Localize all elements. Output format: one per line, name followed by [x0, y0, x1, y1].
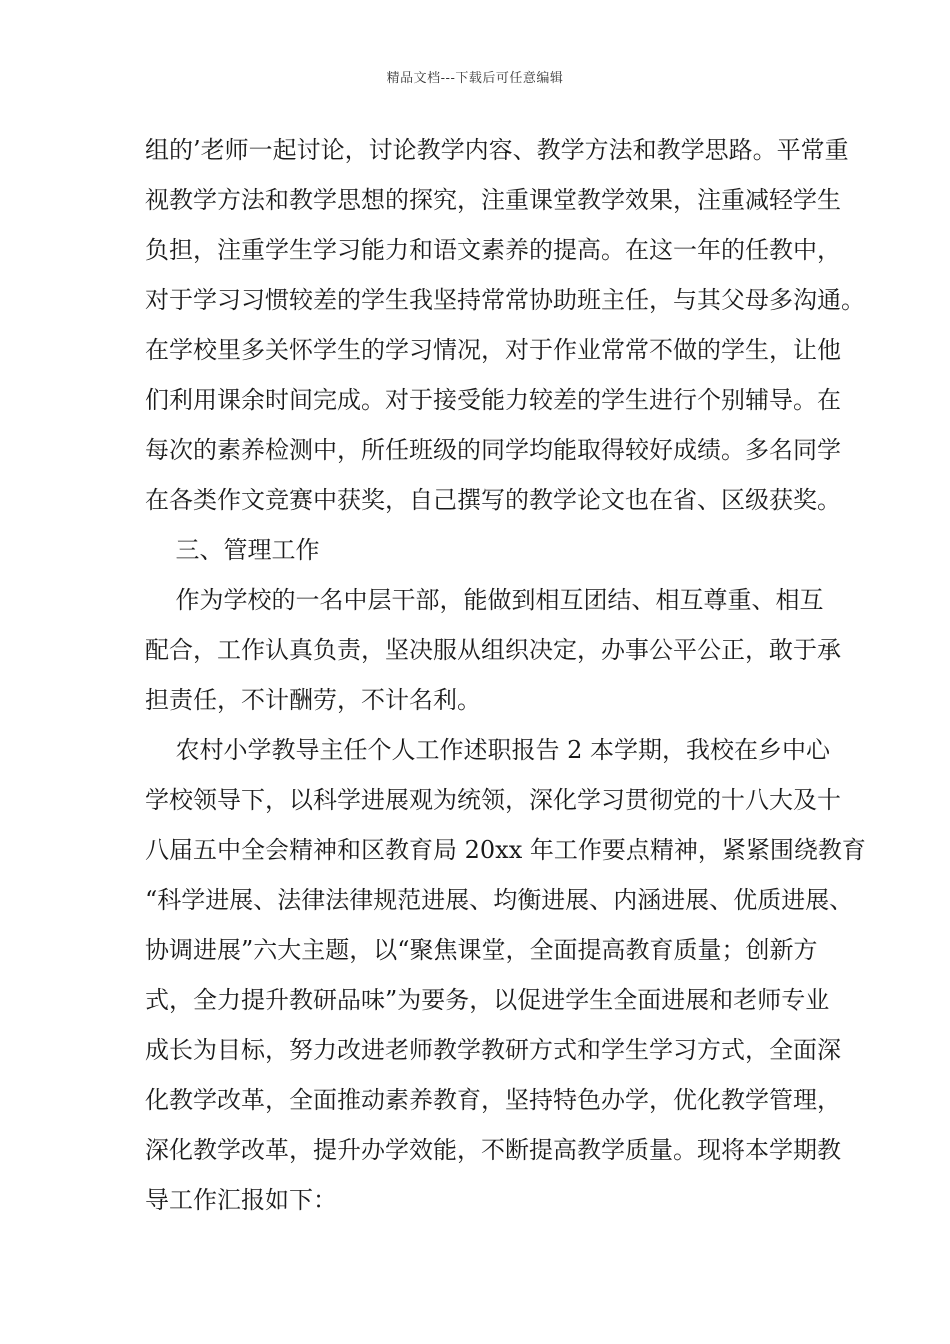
page-header: 精品文档---下载后可任意编辑: [386, 71, 564, 86]
text-line: 对于学习习惯较差的学生我坚持常常协助班主任，与其父母多沟通。: [145, 286, 865, 314]
section-heading: 三、管理工作: [145, 536, 320, 564]
text-line: 组的’老师一起讨论，讨论教学内容、教学方法和教学思路。平常重: [145, 136, 849, 164]
text-line: 学校领导下，以科学进展观为统领，深化学习贯彻党的十八大及十: [145, 786, 841, 814]
text-line: 作为学校的一名中层干部，能做到相互团结、相互尊重、相互: [145, 586, 824, 614]
text-line: 农村小学教导主任个人工作述职报告 2 本学期，我校在乡中心: [145, 736, 831, 764]
text-line: 协调进展”六大主题，以“聚焦课堂，全面提高教育质量；创新方: [145, 936, 818, 964]
text-line: 在学校里多关怀学生的学习情况，对于作业常常不做的学生，让他: [145, 336, 841, 364]
text-line: 配合，工作认真负责，坚决服从组织决定，办事公平公正，敢于承: [145, 636, 841, 664]
text-line: 八届五中全会精神和区教育局 20xx 年工作要点精神，紧紧围绕教育: [145, 836, 866, 864]
text-line: 式，全力提升教研品味”为要务，以促进学生全面进展和老师专业: [145, 986, 830, 1014]
text-line: 负担，注重学生学习能力和语文素养的提高。在这一年的任教中，: [145, 236, 841, 264]
text-line: 导工作汇报如下：: [145, 1186, 337, 1214]
text-line: 化教学改革，全面推动素养教育，坚持特色办学，优化教学管理，: [145, 1086, 841, 1114]
text-line: “科学进展、法律法律规范进展、均衡进展、内涵进展、优质进展、: [145, 886, 854, 914]
text-line: 深化教学改革，提升办学效能，不断提高教学质量。现将本学期教: [145, 1136, 841, 1164]
text-line: 担责任，不计酬劳，不计名利。: [145, 686, 481, 714]
text-line: 们利用课余时间完成。对于接受能力较差的学生进行个别辅导。在: [145, 386, 841, 414]
text-line: 在各类作文竞赛中获奖，自己撰写的教学论文也在省、区级获奖。: [145, 486, 841, 514]
text-line: 成长为目标，努力改进老师教学教研方式和学生学习方式，全面深: [145, 1036, 841, 1064]
text-line: 每次的素养检测中，所任班级的同学均能取得较好成绩。多名同学: [145, 436, 841, 464]
text-line: 视教学方法和教学思想的探究，注重课堂教学效果，注重减轻学生: [145, 186, 841, 214]
